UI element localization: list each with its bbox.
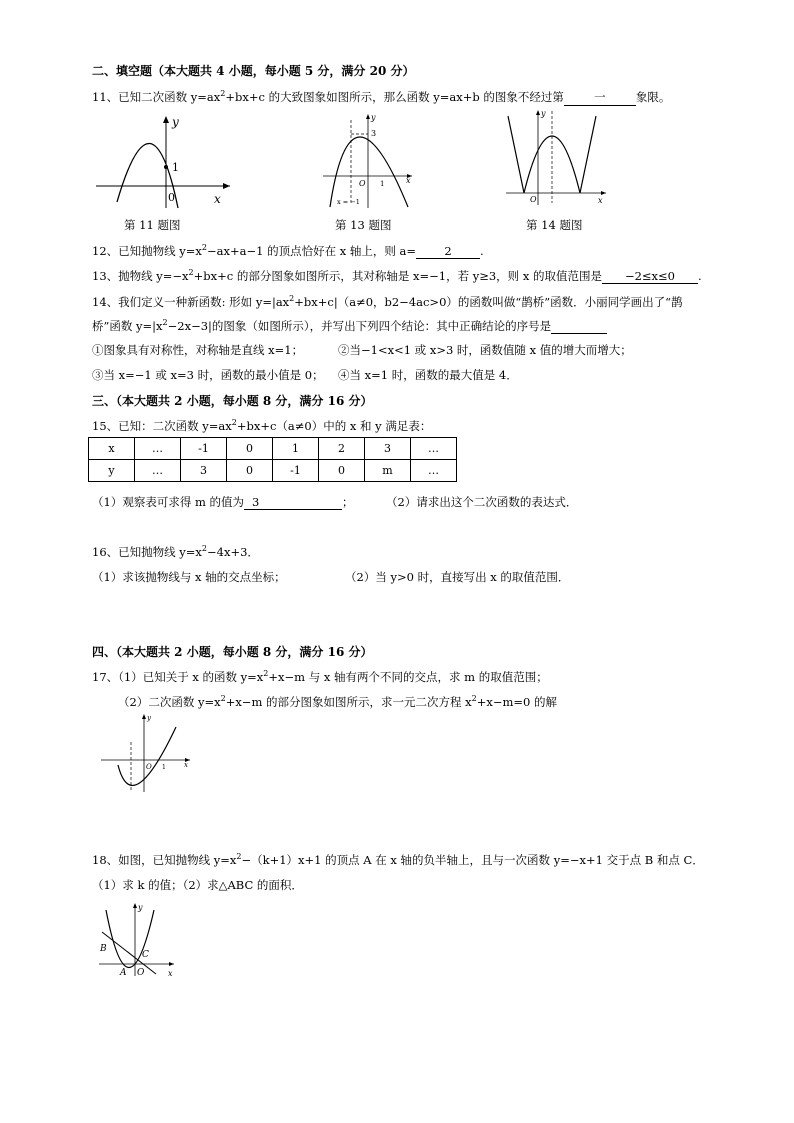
fig18-a-label: A (120, 968, 127, 978)
fig17-one-label: 1 (162, 764, 166, 771)
figure-18 (96, 900, 178, 980)
q14-choice-1: ①图象具有对称性，对称轴是直线 x=1； (92, 343, 304, 357)
section-3-title: 三、（本大题共 2 小题，每小题 8 分，满分 16 分） (92, 394, 373, 408)
question-18-line-1: 18、如图，已知抛物线 $y=x^2-(k+1)x+1$ 的顶点 A 在 x 轴的负半轴上，且与一次函数 y=−x+1 交于点 B 和点 C． (92, 852, 704, 867)
fig18-b-label: B (100, 944, 107, 954)
fig17-y-label: y (147, 714, 151, 722)
question-11: 11、已知二次函数 $y=ax^2+bx+c$ 的大致图象如图所示，那么函数 y=ax+b 的图象不经过第 一 象限。 (92, 89, 671, 104)
figure-11-caption: 第 11 题图 (124, 218, 181, 232)
question-12: 12、已知抛物线 $y=x^2-ax+a-1$ 的顶点恰好在 x 轴上，则 a= 2 . (92, 243, 484, 258)
question-17-line-1: 17、（1）已知关于 x 的函数 $y=x^2+x-m$ 与 x 轴有两个不同的交点，求 m 的取值范围； (92, 669, 548, 684)
question-17-line-2: （2）二次函数 $y=x^2+x-m$ 的部分图象如图所示，求一元二次方程 $x^2+x-m=0$ 的解 (118, 694, 558, 709)
fig11-x-label: x (214, 192, 221, 206)
fig14-y-label: y (541, 109, 546, 118)
q16-part-1: （1）求该抛物线与 x 轴的交点坐标； (92, 570, 286, 584)
fig17-o-label: O (146, 763, 152, 771)
table-row-x: x … -1 0 1 2 3 … (89, 438, 457, 460)
q14-answer-blank (551, 319, 607, 334)
q14-choice-3: ③当 x=−1 或 x=3 时，函数的最小值是 0； (92, 368, 324, 382)
fig11-one-label: 1 (172, 161, 179, 174)
fig14-o-label: O (530, 195, 537, 204)
q15-answer: 3 (244, 495, 342, 510)
question-16: 16、已知抛物线 $y=x^2-4x+3$． (92, 544, 259, 559)
fig14-x-label: x (598, 196, 603, 205)
figure-11 (92, 112, 237, 212)
table-row-y: y … 3 0 -1 0 m … (89, 460, 457, 482)
section-4-title: 四、（本大题共 2 小题，每小题 8 分，满分 16 分） (92, 645, 373, 659)
question-14-line-1: 14、我们定义一种新函数: 形如 $y=|ax^2+bx+c|(a\ne 0$，b2−4ac>0）的函数叫做“鹊桥”函数．小丽同学画出了“鹊 (92, 294, 683, 309)
q16-part-2: （2）当 y>0 时，直接写出 x 的取值范围． (345, 570, 570, 584)
fig18-o-label: O (137, 968, 145, 978)
question-18-line-2: （1）求 k 的值；（2）求△ABC 的面积． (92, 878, 303, 892)
fig13-x-label: x (406, 176, 411, 185)
fig18-y-label: y (138, 903, 143, 912)
q14-choice-4: ④当 x=1 时，函数的最大值是 4． (338, 368, 518, 382)
fig13-y-label: y (371, 113, 376, 122)
figure-14 (500, 108, 610, 208)
fig18-c-label: C (142, 950, 149, 960)
q11-answer: 一 (564, 89, 636, 106)
question-14-line-2: 桥”函数 $y=|x^2-2x-3|$的图象（如图所示），并写出下列四个结论：其中正确结论的序号是 (92, 318, 607, 334)
q13-answer: −2≤x≤0 (602, 269, 698, 284)
q15-part-2: （2）请求出这个二次函数的表达式． (386, 495, 578, 509)
figure-13 (320, 112, 415, 210)
fig13-one-label: 1 (380, 180, 385, 188)
fig13-o-label: O (359, 179, 366, 188)
q12-answer: 2 (416, 244, 480, 259)
question-15: 15、已知：二次函数 $y=ax^2+bx+c(a\ne 0)$中的 x 和 y 满足表： (92, 418, 432, 433)
fig17-x-label: x (184, 761, 188, 769)
fig18-x-label: x (168, 969, 173, 978)
fig13-axis-label: x = −1 (337, 198, 360, 206)
figure-14-caption: 第 14 题图 (526, 218, 583, 232)
q15-part-1: （1）观察表可求得 m 的值为 3 ； (92, 495, 354, 509)
q15-value-table (88, 437, 457, 482)
section-2-title: 二、填空题（本大题共 4 小题，每小题 5 分，满分 20 分） (92, 64, 415, 78)
question-13: 13、抛物线 $y=-x^2+bx+c$ 的部分图象如图所示，其对称轴是 x=−1，若 y≥3，则 x 的取值范围是 −2≤x≤0 . (92, 268, 702, 283)
fig11-zero-label: 0 (168, 191, 175, 204)
figure-13-caption: 第 13 题图 (335, 218, 392, 232)
q14-choice-2: ②当−1<x<1 或 x>3 时，函数值随 x 值的增大而增大； (338, 343, 632, 357)
figure-17 (98, 712, 194, 794)
fig11-y-label: y (172, 115, 179, 129)
fig13-three-label: 3 (371, 129, 377, 138)
